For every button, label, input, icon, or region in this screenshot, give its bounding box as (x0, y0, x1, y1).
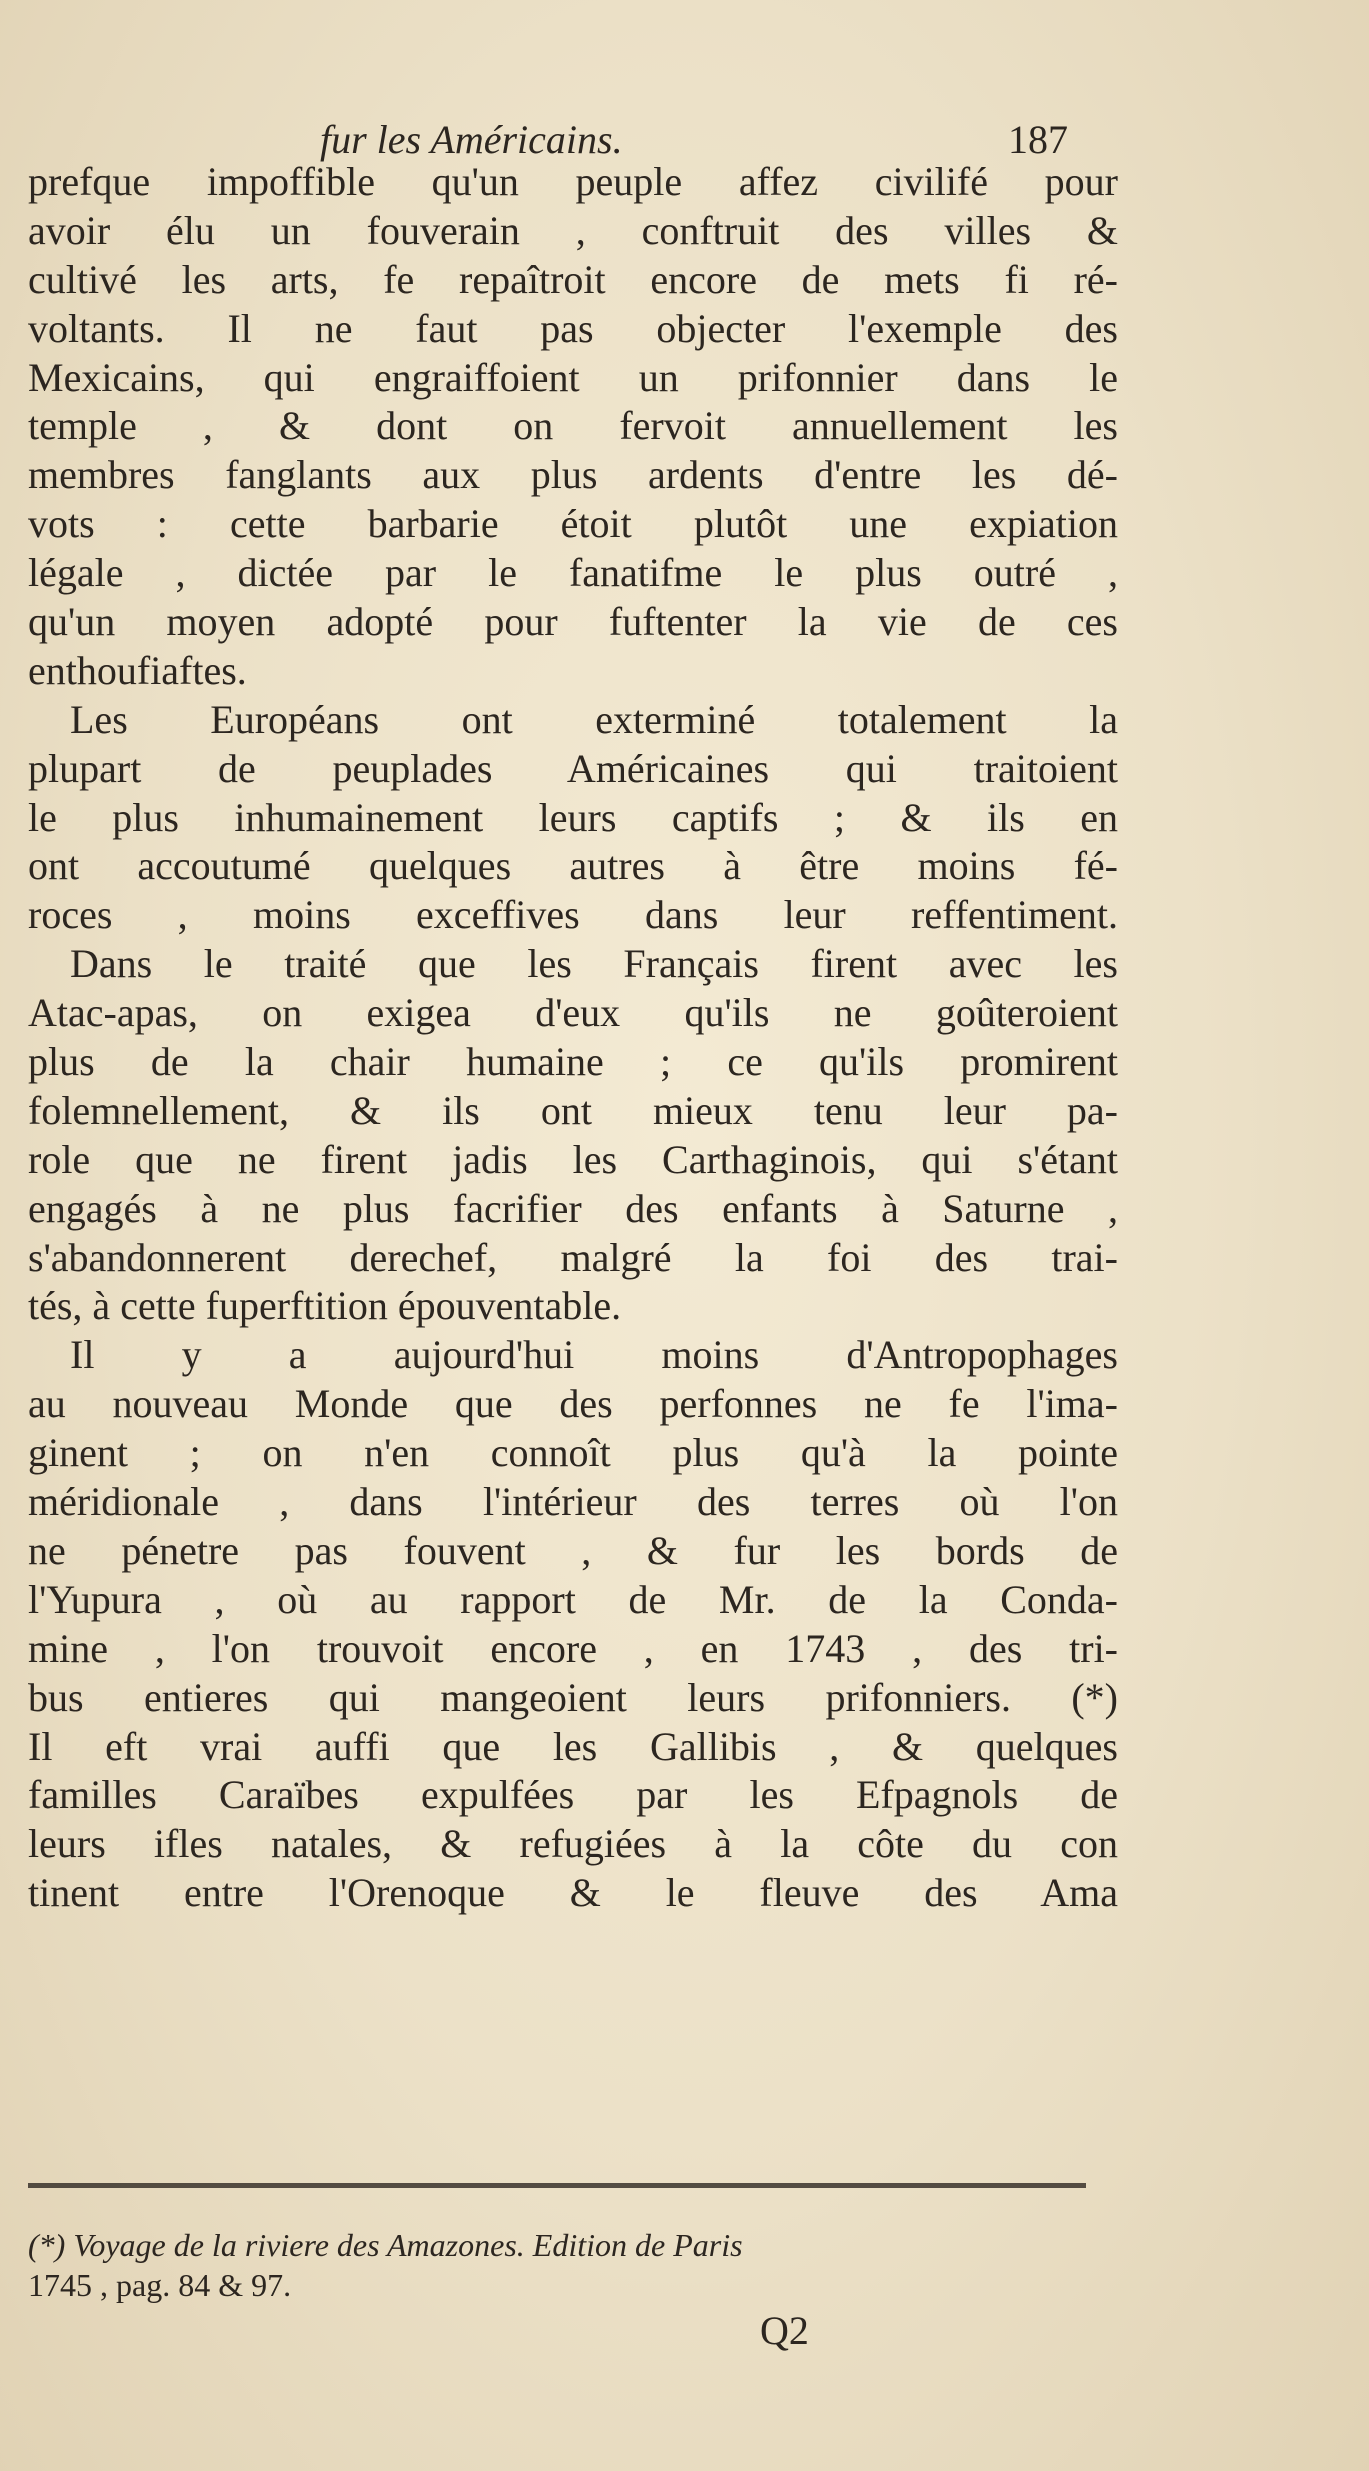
text-line: avoir élu un fouverain , conftruit des villes & (28, 207, 1118, 253)
footnote-divider (28, 2183, 1086, 2188)
page-number: 187 (1008, 117, 1068, 162)
footnote-line: 1745 , pag. 84 & 97. (28, 2267, 292, 2303)
text-line: enthoufiaftes. (28, 647, 247, 693)
text-line: qu'un moyen adopté pour fuftenter la vie de ces (28, 599, 1118, 645)
text-line: méridionale , dans l'intérieur des terres où l'on (28, 1479, 1118, 1525)
footnote-line: (*) Voyage de la riviere des Amazones. Edition de Paris (28, 2227, 743, 2263)
text-line: Atac-apas, on exigea d'eux qu'ils ne goûteroient (28, 990, 1118, 1036)
text-line: ne pénetre pas fouvent , & fur les bords de (28, 1527, 1118, 1573)
text-line: bus entieres qui mangeoient leurs prifonniers. (*) (28, 1674, 1118, 1720)
paragraph-start-line: Dans le traité que les Français firent avec les (70, 941, 1118, 987)
footnote (28, 2225, 1118, 2305)
paragraph-start-line: Il y a aujourd'hui moins d'Antropophages (70, 1332, 1118, 1378)
text-line: ginent ; on n'en connoît plus qu'à la pointe (28, 1430, 1118, 1476)
text-line: plus de la chair humaine ; ce qu'ils promirent (28, 1039, 1118, 1085)
text-line: roces , moins exceffives dans leur reffentiment. (28, 892, 1118, 938)
text-line: leurs ifles natales, & refugiées à la côte du con (28, 1821, 1118, 1867)
paragraph-start-line: Les Européans ont exterminé totalement la (70, 696, 1118, 742)
text-line: au nouveau Monde que des perfonnes ne fe l'ima- (28, 1381, 1118, 1427)
body-text (28, 158, 1118, 1918)
text-line: vots : cette barbarie étoit plutôt une expiation (28, 501, 1118, 547)
text-line: mine , l'on trouvoit encore , en 1743 , des tri- (28, 1625, 1118, 1671)
text-line: temple , & dont on fervoit annuellement les (28, 403, 1118, 449)
signature-mark: Q2 (760, 2308, 809, 2353)
text-line: Il eft vrai auffi que les Gallibis , & quelques (28, 1723, 1118, 1769)
text-line: plupart de peuplades Américaines qui traitoient (28, 745, 1118, 791)
text-line: tés, à cette fuperftition épouventable. (28, 1283, 622, 1329)
text-line: membres fanglants aux plus ardents d'entre les dé- (28, 452, 1118, 498)
text-line: folemnellement, & ils ont mieux tenu leur pa- (28, 1087, 1118, 1133)
text-line: familles Caraïbes expulfées par les Efpagnols de (28, 1772, 1118, 1818)
text-line: prefque impoffible qu'un peuple affez civilifé pour (28, 159, 1118, 204)
text-line: le plus inhumainement leurs captifs ; & ils en (28, 794, 1118, 840)
text-line: ont accoutumé quelques autres à être moins fé- (28, 843, 1118, 889)
text-line: cultivé les arts, fe repaîtroit encore de mets fi ré- (28, 256, 1118, 302)
text-line: tinent entre l'Orenoque & le fleuve des Ama (28, 1870, 1118, 1916)
running-head: fur les Américains. (320, 117, 623, 162)
text-line: engagés à ne plus facrifier des enfants à Saturne , (28, 1185, 1118, 1231)
text-line: l'Yupura , où au rapport de Mr. de la Conda- (28, 1576, 1118, 1622)
text-line: légale , dictée par le fanatifme le plus outré , (28, 550, 1118, 596)
text-line: s'abandonnerent derechef, malgré la foi des trai- (28, 1234, 1118, 1280)
text-line: role que ne firent jadis les Carthaginois, qui s'étant (28, 1136, 1118, 1182)
text-line: voltants. Il ne faut pas objecter l'exemple des (28, 305, 1118, 351)
text-line: Mexicains, qui engraiffoient un prifonnier dans le (28, 354, 1118, 400)
